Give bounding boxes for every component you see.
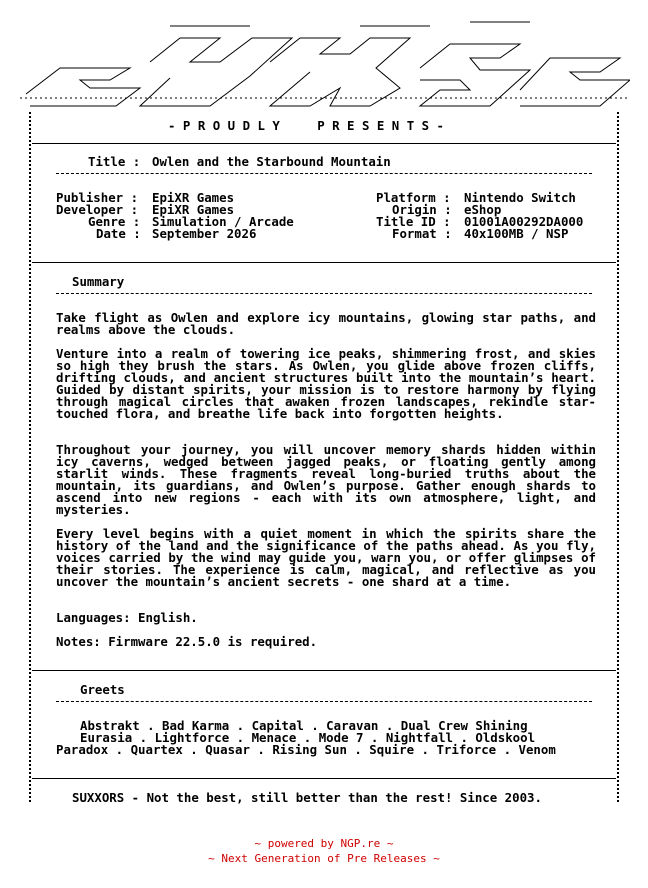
title-label: Title :: [88, 154, 141, 169]
format-value: 40x100MB / NSP: [464, 226, 569, 241]
divider: [32, 262, 616, 263]
presents-banner: - P R O U D L Y P R E S E N T S -: [168, 118, 445, 133]
greets-line: Paradox . Quartex . Quasar . Rising Sun . Squire . Triforce . Venom: [56, 742, 556, 757]
origin-label: Origin :: [392, 202, 452, 217]
notes-text: Notes: Firmware 22.5.0 is required.: [56, 634, 318, 649]
summary-underline: [56, 293, 592, 294]
summary-paragraph-3: Throughout your journey, you will uncover memory shards hidden within icy caverns, wedged between jagged peaks, or floating gently among starlit winds. These fragments reveal long-buried truths about the mountain, its guardians, and Owlen’s purpose. Gather enough shards to ascend into new regions - each with its own atmosphere, light, and mysteries.: [56, 442, 596, 517]
origin-value: eShop: [464, 202, 502, 217]
date-label: Date :: [96, 226, 141, 241]
greets-line: Eurasia . Lightforce . Menace . Mode 7 . Nightfall . Oldskool: [80, 730, 536, 745]
titleid-value: 01001A00292DA000: [464, 214, 584, 229]
greets-heading: Greets: [80, 682, 125, 697]
right-rail: [617, 112, 621, 802]
divider: [32, 143, 616, 144]
summary-paragraph-2: Venture into a realm of towering ice peaks, shimmering frost, and skies so high they brush the stars. As Owlen, you glide above frozen cliffs, drifting clouds, and ancient structures built into the mountain’s heart. Guided by distant spirits, your mission is to restore harmony by flying through magical circles that awaken frozen landscapes, rekindle star-touched flora, and breathe life back into forgotten heights.: [56, 346, 596, 421]
divider: [32, 778, 616, 779]
genre-value: Simulation / Arcade: [152, 214, 294, 229]
publisher-value: EpiXR Games: [152, 190, 235, 205]
divider: [32, 670, 616, 671]
title-underline: [56, 173, 592, 174]
footer-subtitle: ~ Next Generation of Pre Releases ~: [208, 852, 440, 865]
developer-value: EpiXR Games: [152, 202, 235, 217]
left-rail: [29, 112, 33, 802]
footer-powered-by: ~ powered by NGP.re ~: [254, 837, 394, 850]
summary-heading: Summary: [72, 274, 125, 289]
summary-paragraph-1: Take flight as Owlen and explore icy mountains, glowing star paths, and realms above the clouds.: [56, 310, 596, 337]
languages-text: Languages: English.: [56, 610, 198, 625]
publisher-label: Publisher :: [56, 190, 139, 205]
platform-label: Platform :: [376, 190, 451, 205]
tagline: SUXXORS - Not the best, still better than the rest! Since 2003.: [72, 790, 542, 805]
suxxors-ascii-logo: [20, 18, 630, 108]
title-value: Owlen and the Starbound Mountain: [152, 154, 391, 169]
greets-underline: [56, 701, 592, 702]
titleid-label: Title ID :: [376, 214, 451, 229]
platform-value: Nintendo Switch: [464, 190, 576, 205]
summary-paragraph-4: Every level begins with a quiet moment in which the spirits share the history of the land and the significance of the paths ahead. As you fly, voices carried by the wind may guide you, warn you, or offer glimpses of their stories. The experience is calm, magical, and reflective as you uncover the mountain’s ancient secrets - one shard at a time.: [56, 526, 596, 589]
greets-line: Abstrakt . Bad Karma . Capital . Caravan . Dual Crew Shining: [80, 718, 528, 733]
genre-label: Genre :: [88, 214, 141, 229]
developer-label: Developer :: [56, 202, 139, 217]
format-label: Format :: [392, 226, 452, 241]
date-value: September 2026: [152, 226, 257, 241]
